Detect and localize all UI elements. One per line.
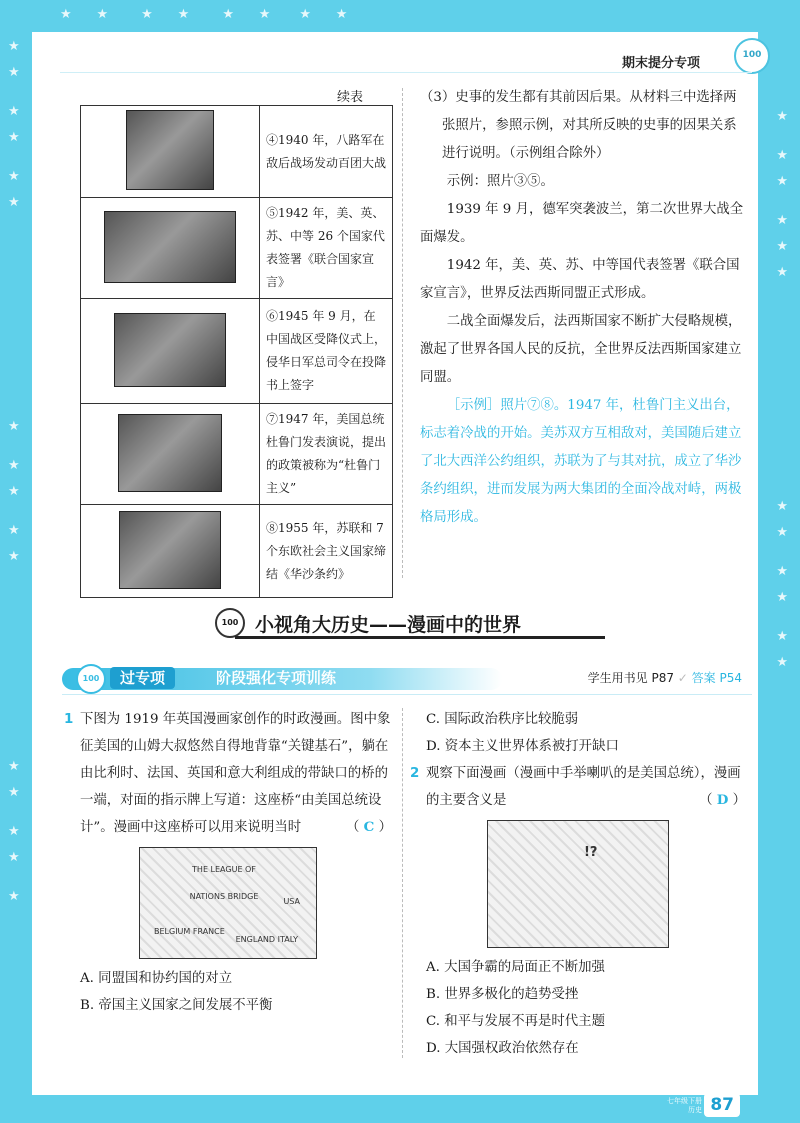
example-text: 二战全面爆发后，法西斯国家不断扩大侵略规模，激起了世界各国人民的反抗，全世界反法西斯国家建立同盟。 <box>420 314 742 385</box>
option-d: D. 大国强权政治依然存在 <box>426 1041 579 1056</box>
historical-photo-5 <box>104 211 236 283</box>
events-table <box>80 105 393 598</box>
star-decoration: ★ ★ ★ ★ ★ ★ ★ ★ <box>60 7 348 22</box>
table-row <box>81 106 393 198</box>
option-a: A. 同盟国和协约国的对立 <box>80 971 233 986</box>
table-cell-text: ⑧1955 年，苏联和 7 个东欧社会主义国家缔结《华沙条约》 <box>260 505 393 598</box>
column-divider <box>402 708 403 1058</box>
section-underline <box>235 636 605 639</box>
book-page-ref: 学生用书见 P87 <box>587 671 674 685</box>
cartoon-label: BELGIUM FRANCE <box>154 927 225 936</box>
header-divider <box>60 72 752 73</box>
header-badge-icon: 100 <box>734 38 770 74</box>
question-1-stem: 下图为 1919 年英国漫画家创作的时政漫画。图中象征美国的山姆大叔悠然自得地背靠“关键基石”，躺在由比利时、法国、英国和意大利组成的带缺口的桥的一端，对面的指示牌上写道：这座桥“由美国总统设计”。漫画中这座桥可以用来说明当时 （ C ） <box>64 706 392 841</box>
star-decoration: ★ ★ ★ ★ ★ ★ <box>8 39 20 210</box>
answer-slot: （ D ） <box>699 792 746 808</box>
historical-photo-8 <box>119 511 221 589</box>
historical-photo-7 <box>118 414 222 492</box>
banner-tag: 过专项 <box>110 667 175 689</box>
question-2-stem: 观察下面漫画（漫画中手举喇叭的是美国总统），漫画的主要含义是 （ D ） <box>410 760 746 814</box>
section-badge-icon: 100 <box>215 608 245 638</box>
banner-title: 阶段强化专项训练 <box>216 669 337 687</box>
question-number: 1 <box>64 712 74 727</box>
option-c: C. 和平与发展不再是时代主题 <box>426 1014 605 1029</box>
table-caption: 续表 <box>337 90 364 105</box>
question-3-block <box>420 84 744 532</box>
table-row <box>81 505 393 598</box>
cartoon-megaphone-image <box>487 820 669 948</box>
question-3-stem: （3）史事的发生都有其前因后果。从材料三中选择两张照片，参照示例，对其所反映的史事的因果关系进行说明。（示例组合除外） <box>420 90 737 161</box>
table-row <box>81 404 393 505</box>
column-divider <box>402 88 403 578</box>
cartoon-exclamation: !? <box>584 845 598 860</box>
banner-divider <box>62 694 752 695</box>
footer-book-info: 七年级下册 历史 <box>667 1097 702 1114</box>
star-decoration: ★ ★ ★ ★ ★ ★ <box>776 499 788 670</box>
table-row <box>81 198 393 299</box>
historical-photo-4 <box>126 110 214 190</box>
cartoon-label: ENGLAND ITALY <box>235 935 298 944</box>
option-a: A. 大国争霸的局面正不断加强 <box>426 960 605 975</box>
table-cell-text: ⑥1945 年 9 月，在中国战区受降仪式上，侵华日军总司令在投降书上签字 <box>260 299 393 404</box>
cartoon-label: USA <box>283 897 300 906</box>
table-row <box>81 299 393 404</box>
question-number: 2 <box>410 766 420 781</box>
header-title: 期末提分专项 <box>621 56 700 71</box>
table-cell-text: ④1940 年，八路军在敌后战场发动百团大战 <box>260 106 393 198</box>
option-c: C. 国际政治秩序比较脆弱 <box>426 712 579 727</box>
cartoon-sign-text: THE LEAGUE OF NATIONS BRIDGE <box>189 865 259 901</box>
example-label: 示例：照片③⑤。 <box>446 174 554 189</box>
cartoon-bridge-image <box>139 847 317 959</box>
practice-banner <box>62 664 762 692</box>
answer-slot: （ C ） <box>346 819 392 835</box>
example-text: 1942 年，美、英、苏、中等国代表签署《联合国家宣言》，世界反法西斯同盟正式形成。 <box>420 258 740 301</box>
option-b: B. 世界多极化的趋势受挫 <box>426 987 579 1002</box>
table-cell-text: ⑦1947 年，美国总统杜鲁门发表演说，提出的政策被称为“杜鲁门主义” <box>260 404 393 505</box>
star-decoration: ★ ★ ★ ★ ★ <box>8 759 20 904</box>
answer-text: ［示例］照片⑦⑧。1947 年，杜鲁门主义出台，标志着冷战的开始。美苏双方互相敌对，美国随后建立了北大西洋公约组织，苏联为了与其对抗，成立了华沙条约组织，进而发展为两大集团的全面冷战对峙，两极格局形成。 <box>420 398 742 525</box>
example-text: 1939 年 9 月，德军突袭波兰，第二次世界大战全面爆发。 <box>420 202 744 245</box>
answer-page-ref: 答案 P54 <box>691 671 742 685</box>
historical-photo-6 <box>114 313 226 387</box>
question-2-block <box>410 706 746 1062</box>
section-title-text: 小视角大历史——漫画中的世界 <box>255 613 522 636</box>
section-title <box>215 608 595 638</box>
banner-badge-icon: 100 <box>76 664 106 694</box>
option-b: B. 帝国主义国家之间发展不平衡 <box>80 998 273 1013</box>
star-decoration: ★ ★ ★ ★ ★ ★ <box>776 109 788 280</box>
banner-reference: 学生用书见 P87 ✓ 答案 P54 <box>587 671 742 685</box>
question-1-block <box>64 706 392 1019</box>
page-number: 87 <box>704 1093 740 1117</box>
option-d: D. 资本主义世界体系被打开缺口 <box>426 739 619 754</box>
table-cell-text: ⑤1942 年，美、英、苏、中等 26 个国家代表签署《联合国家宣言》 <box>260 198 393 299</box>
star-decoration: ★ ★ ★ ★ ★ <box>8 419 20 564</box>
